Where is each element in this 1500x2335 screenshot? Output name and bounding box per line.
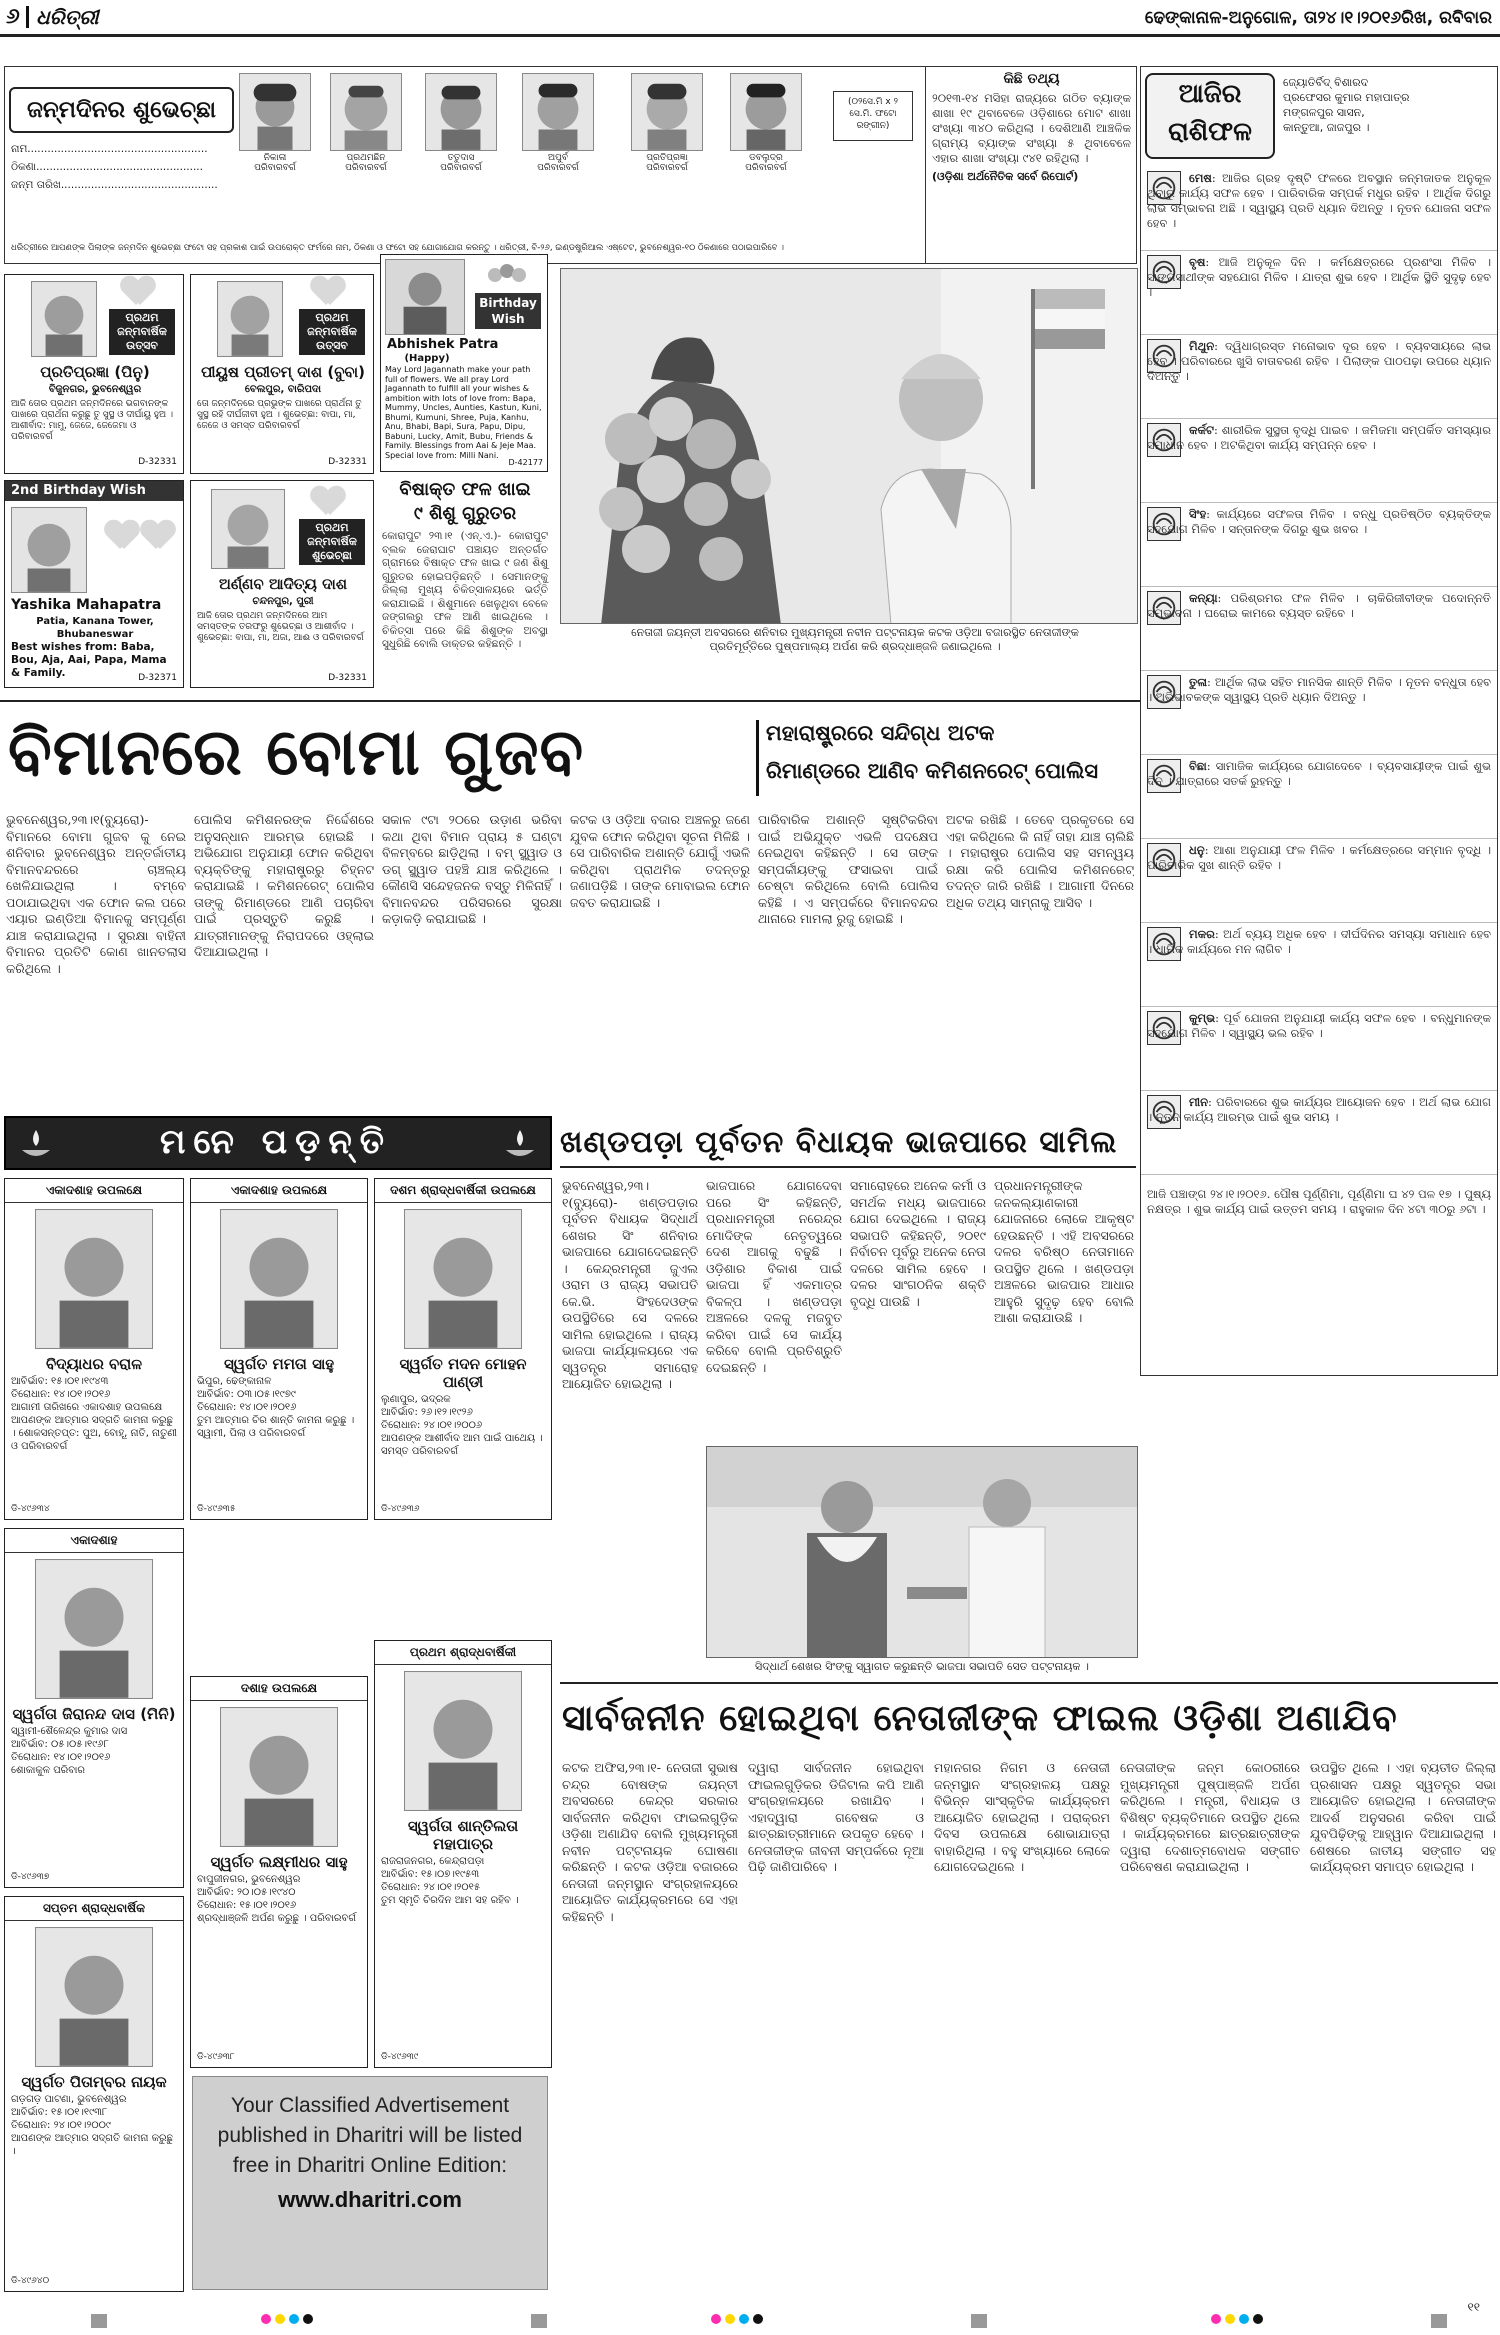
child-photo-5 [631,73,703,163]
birthday-place: ବେଲପୁର, ବାରିପଦା [244,384,322,395]
rashi-sign-body: ଆର୍ଥିକ ଲାଭ ସହିତ ମାନସିକ ଶାନ୍ତି ମିଳିବ । ନୂତନ ବନ୍ଧୁତା ହେବ । ଅଭିଭାବକଙ୍କ ସ୍ୱାସ୍ଥ୍ୟ ପ୍ରତି ଧ୍ୟାନ ଦିଅନ୍ତୁ । [1147,675,1491,704]
child-photo-image [730,73,802,151]
rashi-sign-5 [1141,503,1497,587]
bjp-col-4: ପ୍ରଧାନମନ୍ତ୍ରୀଙ୍କ ଜନକଲ୍ୟାଣକାରୀ ଯୋଜନାରେ ଲୋକେ ଆକୃଷ୍ଟ ହେଉଛନ୍ତି । ଏହି ଅବସରରେ ଦଳର ବରିଷ୍ଠ ନେତାମାନେ ଉପସ୍ଥିତ ଥିଲେ । ଖଣ୍ଡପଡ଼ା ଅଞ୍ଚଳରେ ଭାଜପାର ଆଧାର ଆହୁରି ସୁଦୃଢ଼ ହେବ ବୋଲି ଆଶା କରାଯାଉଛି । [994,1178,1134,1325]
heart-icon [105,521,139,551]
rashi-sign-body: ଆଶା ଅନୁଯାୟୀ ଫଳ ମିଳିବ । କର୍ମକ୍ଷେତ୍ରରେ ସମ୍ମାନ ବୃଦ୍ଧି । ପାରିବାରିକ ସୁଖ ଶାନ୍ତି ରହିବ । [1147,843,1491,872]
yashika-name: Yashika Mahapatra [11,597,162,613]
rashi-sign-body: ଆଜି ଅନୁକୂଳ ଦିନ । କର୍ମକ୍ଷେତ୍ରରେ ପ୍ରଶଂସା ମିଳିବ । ସାଙ୍ଗସାଥୀଙ୍କ ସହଯୋଗ ମିଳିବ । ଯାତ୍ରା ଶୁଭ ହେବ । ଆର୍ଥିକ ସ୍ଥିତି ସୁଦୃଢ଼ ହେବ । [1147,255,1491,299]
birthday-badge: ପ୍ରଥମ ଜନ୍ମବାର୍ଷିକ ଉତ୍ସବ [109,309,175,355]
obituary-ad [4,1528,184,1888]
obituary-occasion: ଏକାଦଶାହ ଉପଲକ୍ଷେ [191,1179,367,1203]
rashi-sign-name: କନ୍ୟା [1189,591,1218,605]
obituary-occasion: ଏକାଦଶାହ ଉପଲକ୍ଷେ [5,1179,183,1203]
child-photo-image [239,73,311,151]
bjp-headline: ଖଣ୍ଡପଡ଼ା ପୂର୍ବତନ ବିଧାୟକ ଭାଜପାରେ ସାମିଲ [560,1120,1136,1168]
main-story-col-6: ଅଟକ ରଖିଛି । ତେବେ ପ୍ରକୃତରେ ସେ ଏହା କରିଥିଲେ କି ନାହିଁ ତାହା ଯାଞ୍ଚ ଚାଲିଛି । ମହାରାଷ୍ଟ୍ର ପୋଲିସ ସହ ସମନ୍ୱୟ ରକ୍ଷା କରି ପୋଲିସ କମିଶନରେଟ୍ ତଦନ୍ତ ଜାରି ରଖିଛି । ଆଗାମୀ ଦିନରେ ଅଧିକ ତଥ୍ୟ ସାମ୍ନାକୁ ଆସିବ । [946,812,1134,910]
page-footer [0,2300,1500,2335]
child-photo-6 [730,73,802,163]
header-dateline: ଢେଙ୍କାନାଳ-ଅନୁଗୋଳ, ତା୨୪।୧।୨୦୧୬ରିଖ, ରବିବାର [1144,8,1492,28]
heart-icon [311,487,345,517]
headline-divider [756,720,759,796]
rashi-sign-text: କନ୍ୟା: ପରିଶ୍ରମର ଫଳ ମିଳିବ । ଚାକିରିଜୀବୀଙ୍କ ପଦୋନ୍ନତି ସମ୍ଭାବନା । ଘରୋଇ କାମରେ ବ୍ୟସ୍ତ ରହିବେ । [1147,591,1491,620]
facts-source: (ଓଡ଼ିଶା ଅର୍ଥନୈତିକ ସର୍ବେ ରିପୋର୍ଟ) [932,170,1079,183]
main-subhead: ମହାରାଷ୍ଟ୍ରରେ ସନ୍ଦିଗ୍ଧ ଅଟକ ରିମାଣ୍ଡରେ ଆଣିବ କମିଶନରେଟ୍ ପୋଲିସ [766,721,1099,783]
child-photo-image [330,73,402,151]
obituary-name: ସ୍ୱର୍ଗତା ଜିରାନନ୍ଦ ଦାସ (ମିନି) [12,1705,176,1723]
abhishek-ad [380,254,548,472]
rashi-sign-name: ମକର [1189,927,1215,941]
rashiphala-signs [1141,167,1497,1177]
obituary-occasion: ପ୍ରଥମ ଶ୍ରାଦ୍ଧବାର୍ଷିକୀ [375,1641,551,1665]
rashi-sign-body: ଅର୍ଥ ବ୍ୟୟ ଅଧିକ ହେବ । ଦୀର୍ଘଦିନର ସମସ୍ୟା ସମାଧାନ ହେବ । ଧାର୍ମିକ କାର୍ଯ୍ୟରେ ମନ ଲାଗିବ । [1147,927,1491,956]
child-photo-image [631,73,703,151]
rashi-sign-text: ମେଷ: ଆଜିର ଗ୍ରହ ଦୃଷ୍ଟି ଫଳରେ ଅବସ୍ଥାନ ଜନ୍ମଜାତକ ଅନୁକୂଳ ଥିବାରୁ କାର୍ଯ୍ୟ ସଫଳ ହେବ । ପାରିବାରିକ ସମ୍ପର୍କ ମଧୁର ରହିବ । ଆର୍ଥିକ ଦିଗରୁ ଲାଭ ସମ୍ଭାବନା ଅଛି । ସ୍ୱାସ୍ଥ୍ୟ ପ୍ରତି ଧ୍ୟାନ ଦିଅନ୍ତୁ । ନୂତନ ଯୋଜନା ସଫଳ ହେବ । [1147,171,1491,230]
birthday-text: ତୋ ଜନ୍ମଦିନରେ ପ୍ରଭୁଙ୍କ ପାଖରେ ପ୍ରାର୍ଥନା ତୁ ସୁସ୍ଥ ରହି ଦୀର୍ଘଜୀବୀ ହୁଅ । ଶୁଭେଚ୍ଛା: ବାପା, ମା, ଜେଜେ ଓ ସମସ୍ତ ପରିବାରବର୍ଗ [197,399,362,431]
facts-text: ୨୦୧୩-୧୪ ମସିହା ରାଜ୍ୟରେ ଗଠିତ ବ୍ୟାଙ୍କ ଶାଖା ୧୯ ଥିବାବେଳେ ଓଡ଼ିଶାରେ ମୋଟ ଶାଖା ସଂଖ୍ୟା ୩୪୦ କରିଥିଲା । ଦେଶିଆଣି ଆଞ୍ଚଳିକ ଗ୍ରାମ୍ୟ ବ୍ୟାଙ୍କ ସଂଖ୍ୟା ୫ ଥିବାବେଳେ ଏହାର ଶାଖା ସଂଖ୍ୟା ୯୪୧ ରହିଥିଲା । [932,91,1131,165]
birthday-ad-3 [190,480,374,688]
rashiphala-astrologer: ଜ୍ୟୋତିର୍ବିଦ୍ ବିଶାରଦ ପ୍ରଫେସର କୁମାର ମହାପାତ୍ର ମଙ୍ଗଳପୁର ସାସନ, କାନ୍ତୁଆ, ଜାଜପୁର । [1283,76,1410,134]
cm-netaji-caption: ନେତାଜୀ ଜୟନ୍ତୀ ଅବସରରେ ଶନିବାର ମୁଖ୍ୟମନ୍ତ୍ରୀ ନବୀନ ପଟ୍ଟନାୟକ କଟକ ଓଡ଼ିଆ ବଜାରସ୍ଥିତ ନେତାଜୀଙ୍କ ପ୍ରତିମୂର୍ତ୍ତିରେ ପୁଷ୍ପମାଲ୍ୟ ଅର୍ପଣ କରି ଶ୍ରଦ୍ଧାଞ୍ଜଳି ଜଣାଇଥିଲେ । [631,626,1079,653]
birthday-place: ଚନ୍ଦନପୁର, ପୁରୀ [252,596,314,607]
poison-text: କୋରାପୁଟ ୨୩।୧ (ଏନ୍.ଏ.)- କୋରାପୁଟ ବ୍ଲକ ଜେରାଘାଟ ପଞ୍ଚାୟତ ଅନ୍ତର୍ଗତ ଗ୍ରାମରେ ବିଷାକ୍ତ ଫଳ ଖାଇ ୯ ଜଣ ଶିଶୁ ଗୁରୁତର ହୋଇପଡ଼ିଛନ୍ତି । ସେମାନଙ୍କୁ ଜିଲ୍ଲା ମୁଖ୍ୟ ଚିକିତ୍ସାଳୟରେ ଭର୍ତ୍ତି କରାଯାଇଛି । ଶିଶୁମାନେ ଖେଳୁଥିବା ବେଳେ ଜଙ୍ଗଲରୁ ଫଳ ଆଣି ଖାଇଥିଲେ । ଚିକିତ୍ସା ପରେ କିଛି ଶିଶୁଙ୍କ ଅବସ୍ଥା ସୁଧୁରିଛି ବୋଲି ଡାକ୍ତର କହିଛନ୍ତି । [382,530,548,650]
netaji-col-5: ଉପସ୍ଥିତ ଥିଲେ । ଏହା ବ୍ୟତୀତ ଜିଲ୍ଲା ପ୍ରଶାସନ ପକ୍ଷରୁ ସ୍ୱତନ୍ତ୍ର ସଭା ଆୟୋଜିତ ହୋଇଥିଲା । ନେତାଜୀଙ୍କ ଆଦର୍ଶ ଅନୁସରଣ କରିବା ପାଇଁ ଯୁବପିଢ଼ିଙ୍କୁ ଆହ୍ୱାନ ଦିଆଯାଇଥିଲା । ଶେଷରେ ଜାତୀୟ ସଙ୍ଗୀତ ସହ କାର୍ଯ୍ୟକ୍ରମ ସମାପ୍ତ ହୋଇଥିଲା । [1310,1760,1496,1874]
birthday-ad-2 [190,274,374,474]
mone-padanti-title: ମନେ ପଡ଼ନ୍ତି [159,1122,393,1162]
rashi-sign-11 [1141,1007,1497,1091]
photo-size-note: (୦୨ସେ.ମି x ୨ ସେ.ମି. ଫଟୋ ରଙ୍ଗୀନ) [833,91,913,141]
obituary-name: ସ୍ୱର୍ଗତ ମଦନ ମୋହନ ପାଣ୍ଡୀ [399,1355,527,1391]
ad-code: ଡି-୪୯୬୩୪ [11,1504,50,1514]
rashi-sign-name: ସିଂହ [1189,507,1207,521]
birthday-banner-footnote: ଧରିତ୍ରୀରେ ଆପଣଙ୍କ ପିଲାଙ୍କ ଜନ୍ମଦିନ ଶୁଭେଚ୍ଛା ଫଟୋ ସହ ପ୍ରକାଶ ପାଇଁ ଉପରୋକ୍ତ ଫର୍ମରେ ନାମ, ଠିକଣା ଓ ଫଟୋ ସହ ଯୋଗାଯୋଗ କରନ୍ତୁ । ଧରିତ୍ରୀ, ବି-୨୬, ଇଣ୍ଡଷ୍ଟ୍ରିଆଲ ଏଷ୍ଟେଟ, ଭୁବନେଶ୍ୱର-୧୦ ଠିକଣାରେ ପଠାଇପାରିବେ । [11,243,785,253]
birthday-banner-title-text: ଜନ୍ମଦିନର ଶୁଭେଚ୍ଛା [27,97,216,123]
panjika-text: ଆଜି ପଞ୍ଚାଙ୍ଗ ୨୪।୧।୨୦୧୬. ପୌଷ ପୂର୍ଣ୍ଣିମା, ପୂର୍ଣ୍ଣିମା ଘ ୪୨ ପଳ ୧୭ । ପୁଷ୍ୟ ନକ୍ଷତ୍ର । ଶୁଭ କାର୍ଯ୍ୟ ପାଇଁ ଉତ୍ତମ ସମୟ । ରାହୁକାଳ ଦିନ ୪ଟା ୩୦ରୁ ୬ଟା । [1147,1187,1491,1216]
poison-story [382,478,548,690]
obituary-photo [220,1209,338,1349]
page-number: ୬ [6,4,20,29]
header-rule [0,34,1500,37]
yashika-title: 2nd Birthday Wish [5,481,184,501]
rashi-sign-body: ସାମାଜିକ କାର୍ଯ୍ୟରେ ଯୋଗଦେବେ । ବ୍ୟବସାୟୀଙ୍କ ପାଇଁ ଶୁଭ ଦିନ । ଯାତ୍ରାରେ ସତର୍କ ରୁହନ୍ତୁ । [1147,759,1491,788]
obituary-text: ରାଜରାଜନଗର, କେନ୍ଦ୍ରାପଡ଼ା ଆବିର୍ଭାବ: ୧୫।୦୭।୧୯୫୩ ତିରୋଧାନ: ୨୪।୦୧।୨୦୧୫ ତୁମ ସ୍ମୃତି ଚିରଦିନ ଆମ ସହ ରହିବ । [381,1856,519,1906]
abhishek-photo [385,259,465,335]
rashi-sign-body: ପୂର୍ବ ଯୋଜନା ଅନୁଯାୟୀ କାର୍ଯ୍ୟ ସଫଳ ହେବ । ବନ୍ଧୁମାନଙ୍କ ସହଯୋଗ ମିଳିବ । ସ୍ୱାସ୍ଥ୍ୟ ଭଲ ରହିବ । [1147,1011,1491,1040]
birthday-wish-badge: Birthday Wish [475,293,541,329]
heart-icon [141,521,175,551]
rashi-sign-name: ଧନୁ [1189,843,1205,857]
page-header [0,0,1500,34]
baby-photo [211,489,285,569]
rashi-sign-4 [1141,419,1497,503]
rashi-sign-9 [1141,839,1497,923]
rashi-sign-text: କର୍କଟ: ଶାରୀରିକ ସୁସ୍ଥତା ବୃଦ୍ଧି ପାଇବ । ଜମିଜମା ସମ୍ପର୍କିତ ସମସ୍ୟାର ସମାଧାନ ହେବ । ଅଟକିଥିବା କାର୍ଯ୍ୟ ସମ୍ପନ୍ନ ହେବ । [1147,423,1491,452]
obituary-text: ସ୍ୱାମୀ-ଶୈଳେନ୍ଦ୍ର କୁମାର ଦାସ ଆବିର୍ଭାବ: ୦୫।୦୫।୧୯୬୮ ତିରୋଧାନ: ୧୪।୦୧।୨୦୧୬ ଶୋକାକୁଳ ପରିବାର [11,1726,128,1776]
rashiphala-section [1140,66,1498,1376]
obituary-ad [374,1640,552,2068]
flower-icon [485,261,529,289]
rashi-sign-name: ମିଥୁନ [1189,339,1215,353]
lamp-icon [502,1126,538,1162]
bjp-col-2: ଭାଜପାରେ ଯୋଗଦେବା ପରେ ସିଂ କହିଛନ୍ତି, ପ୍ରଧାନମନ୍ତ୍ରୀ ନରେନ୍ଦ୍ର ମୋଦିଙ୍କ ନେତୃତ୍ୱରେ ଦେଶ ଆଗକୁ ବଢୁଛି । ଓଡ଼ିଶାର ବିକାଶ ପାଇଁ ଭାଜପା ହିଁ ଏକମାତ୍ର ବିକଳ୍ପ । ଖଣ୍ଡପଡ଼ା ଅଞ୍ଚଳରେ ଦଳକୁ ମଜବୁତ କରିବା ପାଇଁ ସେ କାର୍ଯ୍ୟ କରିବେ ବୋଲି ପ୍ରତିଶ୍ରୁତି ଦେଇଛନ୍ତି । [706,1178,842,1375]
netaji-headline: ସାର୍ବଜନୀନ ହୋଇଥିବା ନେତାଜୀଙ୍କ ଫାଇଲ ଓଡ଼ିଶା ଅଣାଯିବ [562,1698,1398,1739]
heart-icon [311,277,345,307]
lamp-icon [18,1126,54,1162]
rashi-sign-text: ମକର: ଅର୍ଥ ବ୍ୟୟ ଅଧିକ ହେବ । ଦୀର୍ଘଦିନର ସମସ୍ୟା ସମାଧାନ ହେବ । ଧାର୍ମିକ କାର୍ଯ୍ୟରେ ମନ ଲାଗିବ । [1147,927,1491,956]
birthday-banner-title [9,87,234,133]
form-dob: ଜନ୍ମ ତାରିଖ............................................... [11,179,218,191]
birthday-badge: ପ୍ରଥମ ଜନ୍ମବାର୍ଷିକ ଶୁଭେଚ୍ଛା [299,519,365,565]
birthday-text: ଆଜି ତୋର ପ୍ରଥମ ଜନ୍ମଦିନରେ ଆମ ସମସ୍ତଙ୍କ ତରଫରୁ ଶୁଭେଚ୍ଛା ଓ ଆଶୀର୍ବାଦ । ଶୁଭେଚ୍ଛା: ବାପା, ମା, ଅଜା, ଆଈ ଓ ପରିବାରବର୍ଗ [197,611,364,643]
rashi-sign-1 [1141,167,1497,251]
birthday-name: ଅର୍ଣ୍ଣବ ଆଦିତ୍ୟ ଦାଶ [218,575,347,593]
child-photo-image [522,73,594,151]
rashi-sign-7 [1141,671,1497,755]
child-caption-4: ଅପୁର୍ବ ପରିବାରବର୍ଗ [537,153,579,173]
rashi-sign-text: ମୀନ: ପରିବାରରେ ଶୁଭ କାର୍ଯ୍ୟର ଆୟୋଜନ ହେବ । ଅର୍ଥ ଲାଭ ଯୋଗ । ନୂତନ କାର୍ଯ୍ୟ ଆରମ୍ଭ ପାଇଁ ଶୁଭ ସମୟ । [1147,1095,1491,1124]
birthday-name: ପୀୟୁଷ ପ୍ରୀତମ୍ ଦାଶ (ବୁବା) [201,363,365,381]
obituary-name: ସ୍ୱର୍ଗତ ଲକ୍ଷ୍ମୀଧର ସାହୁ [210,1853,348,1871]
baby-photo [217,281,283,357]
rashi-sign-8 [1141,755,1497,839]
obituary-occasion: ଦଶାହ ଉପଲକ୍ଷେ [191,1677,367,1701]
child-photo-2 [330,73,402,163]
rashi-sign-body: କାର୍ଯ୍ୟରେ ସଫଳତା ମିଳିବ । ବନ୍ଧୁ ପ୍ରତିଷ୍ଠିତ ବ୍ୟକ୍ତିଙ୍କ ସହଯୋଗ ମିଳିବ । ସନ୍ତାନଙ୍କ ଦିଗରୁ ଶୁଭ ଖବର । [1147,507,1491,536]
rashi-sign-name: କର୍କଟ [1189,423,1214,437]
main-story-col-4: କଟକ ଓ ଓଡ଼ିଆ ବଜାର ଅଞ୍ଚଳରୁ ଜଣେ ଯୁବକ ଫୋନ କରିଥିବା ସୂଚନା ମିଳିଛି । ସେ ପାରିବାରିକ ଅଶାନ୍ତି ଯୋଗୁଁ ଏଭଳି କରିଥିବା ପ୍ରାଥମିକ ତଦନ୍ତରୁ ଜଣାପଡ଼ିଛି । ତାଙ୍କ ମୋବାଇଲ ଫୋନ ଜବତ କରାଯାଇଛି । [570,812,750,910]
birthday-text: ଆଜି ତୋର ପ୍ରଥମ ଜନ୍ମଦିନରେ ଭଗବାନଙ୍କ ପାଖରେ ପ୍ରାର୍ଥନା କରୁଛୁ ତୁ ସୁସ୍ଥ ଓ ଦୀର୍ଘାୟୁ ହୁଅ । ଆଶୀର୍ବାଦ: ମାମୁ, ଜେଜେ, ଜେଜେମା ଓ ପରିବାରବର୍ଗ [11,399,173,442]
obituary-name: ସ୍ୱର୍ଗତା ଶାନ୍ତିଲତା ମହାପାତ୍ର [407,1817,519,1853]
form-name: ନାମ...................................................... [11,143,208,155]
obituary-occasion: ସପ୍ତମ ଶ୍ରାଦ୍ଧବାର୍ଷିକ [5,1897,183,1921]
obituary-photo [404,1671,522,1811]
heart-icon [121,277,155,307]
rashi-sign-text: ସିଂହ: କାର୍ଯ୍ୟରେ ସଫଳତା ମିଳିବ । ବନ୍ଧୁ ପ୍ରତିଷ୍ଠିତ ବ୍ୟକ୍ତିଙ୍କ ସହଯୋଗ ମିଳିବ । ସନ୍ତାନଙ୍କ ଦିଗରୁ ଶୁଭ ଖବର । [1147,507,1491,536]
rashiphala-title-text: ଆଜିର ରାଶିଫଳ [1168,79,1252,147]
obituary-text: ଲୁଣାପୁର, ଭଦ୍ରକ ଆବିର୍ଭାବ: ୨୬।୧୨।୧୯୨୬ ତିରୋଧାନ: ୨୪।୦୧।୨୦୦୬ ଆପଣଙ୍କ ଆଶୀର୍ବାଦ ଆମ ପାଇଁ ପାଥେୟ । ସମସ୍ତ ପରିବାରବର୍ଗ [381,1394,543,1457]
main-story-col-5: ପାରିବାରିକ ଅଶାନ୍ତି ସୃଷ୍ଟିକରିବା ପାଇଁ ଅଭିଯୁକ୍ତ ଏଭଳି ପଦକ୍ଷେପ ନେଇଥିବା କହିଛନ୍ତି । ସେ ତାଙ୍କ ସମ୍ପର୍କୀୟଙ୍କୁ ଫସାଇବା ପାଇଁ ଚେଷ୍ଟା କରିଥିଲେ ବୋଲି ପୋଲିସ କହିଛି । ଏ ସମ୍ପର୍କରେ ବିମାନବନ୍ଦର ଥାନାରେ ମାମଲା ରୁଜୁ ହୋଇଛି । [758,812,938,926]
abhishek-name: Abhishek Patra [387,337,499,352]
footer-page-number: ୧୧ [1467,2300,1480,2314]
cm-netaji-image [561,269,1138,624]
obituary-ad [190,1178,368,1520]
obituary-text: ବାପୁଜୀନଗର, ଭୁବନେଶ୍ୱର ଆବିର୍ଭାବ: ୨୦।୦୫।୧୯୪୦ ତିରୋଧାନ: ୧୫।୦୧।୨୦୧୬ ଶ୍ରଦ୍ଧାଞ୍ଜଳି ଅର୍ପଣ କରୁଛୁ । ପରିବାରବର୍ଗ [197,1874,357,1924]
ad-code: ଡି-୪୯୬୩୯ [381,2052,419,2062]
ad-code: D-32371 [138,673,177,683]
netaji-col-4: ନେତାଜୀଙ୍କ ଜନ୍ମ କୋଠରୀରେ ମୁଖ୍ୟମନ୍ତ୍ରୀ ପୁଷ୍ପାଞ୍ଜଳି ଅର୍ପଣ କରିଥିଲେ । ମନ୍ତ୍ରୀ, ବିଧାୟକ ଓ ବିଶିଷ୍ଟ ବ୍ୟକ୍ତିମାନେ ଉପସ୍ଥିତ ଥିଲେ । କାର୍ଯ୍ୟକ୍ରମରେ ଛାତ୍ରଛାତ୍ରୀଙ୍କ ଦ୍ୱାରା ଦେଶାତ୍ମବୋଧକ ସଙ୍ଗୀତ ପରିବେଷଣ କରାଯାଇଥିଲା । [1120,1760,1300,1874]
obituary-ad [190,1676,368,2068]
header-divider [26,6,29,28]
child-caption-5: ପ୍ରତିପ୍ରଜ୍ଞା ପରିବାରବର୍ଗ [646,153,688,173]
ad-code: ଡି-୪୯୬୩୭ [11,1872,50,1882]
rashi-sign-name: ବୃଷ [1189,255,1206,269]
bjp-photo-caption: ସିଦ୍ଧାର୍ଥ ଶେଖର ସିଂଙ୍କୁ ସ୍ୱାଗତ କରୁଛନ୍ତି ଭାଜପା ସଭାପତି ସେତ ପଟ୍ଟନାୟକ । [755,1660,1089,1673]
main-story-col-1: ଭୁବନେଶ୍ୱର,୨୩।୧(ବ୍ୟୁରୋ)- ବିମାନରେ ବୋମା ଗୁଜବ କୁ ନେଇ ଶନିବାର ଭୁବନେଶ୍ୱର ଅନ୍ତର୍ଜାତୀୟ ବିମାନବନ୍ଦରରେ ଚାଞ୍ଚଲ୍ୟ ଖେଳିଯାଇଥିଲା । ବମ୍ବେ ପଠାଯାଇଥିବା ଏକ ଫୋନ କଲ ପରେ ଏୟାର ଇଣ୍ଡିଆ ବିମାନକୁ ସମ୍ପୂର୍ଣ୍ଣ ଯାଞ୍ଚ କରାଯାଇଥିଲା । ସୁରକ୍ଷା ବାହିନୀ ବିମାନର ପ୍ରତିଟି କୋଣ ଖାନତଲାସ କରିଥିଲେ । [6,812,186,976]
rashi-sign-10 [1141,923,1497,1007]
bjp-photo-image [707,1447,1138,1658]
baby-photo [31,281,97,357]
birthday-name: ପ୍ରତିପ୍ରଜ୍ଞା (ପିନୁ) [40,363,150,381]
ad-code: D-42177 [508,458,543,467]
rashi-sign-2 [1141,251,1497,335]
netaji-top-rule [560,1682,1498,1684]
abhishek-nick: (Happy) [404,353,450,364]
obituary-occasion: ଏକାଦଶାହ [5,1529,183,1553]
obituary-text: ଗଡ଼ଗଡ଼ ପାଟଣା, ଭୁବନେଶ୍ୱର ଆବିର୍ଭାବ: ୧୫।୦୧।୧୯୩୮ ତିରୋଧାନ: ୨୪।୦୧।୨୦୦୯ ଆପଣଙ୍କ ଆତ୍ମାର ସଦ୍ଗତି କାମନା କରୁଛୁ । [11,2094,173,2157]
ad-code: D-32331 [138,457,177,467]
main-story-top-rule [0,700,1140,702]
obituary-photo [220,1707,338,1847]
rashi-sign-name: ତୁଳା [1189,675,1207,689]
birthday-banner [4,66,1137,264]
rashi-sign-name: ମେଷ [1189,171,1212,185]
obituary-photo [35,1927,153,2067]
rashi-sign-body: ଆଜିର ଗ୍ରହ ଦୃଷ୍ଟି ଫଳରେ ଅବସ୍ଥାନ ଜନ୍ମଜାତକ ଅନୁକୂଳ ଥିବାରୁ କାର୍ଯ୍ୟ ସଫଳ ହେବ । ପାରିବାରିକ ସମ୍ପର୍କ ମଧୁର ରହିବ । ଆର୍ଥିକ ଦିଗରୁ ଲାଭ ସମ୍ଭାବନା ଅଛି । ସ୍ୱାସ୍ଥ୍ୟ ପ୍ରତି ଧ୍ୟାନ ଦିଅନ୍ତୁ । ନୂତନ ଯୋଜନା ସଫଳ ହେବ । [1147,171,1491,230]
rashi-sign-text: ବୃଷ: ଆଜି ଅନୁକୂଳ ଦିନ । କର୍ମକ୍ଷେତ୍ରରେ ପ୍ରଶଂସା ମିଳିବ । ସାଙ୍ଗସାଥୀଙ୍କ ସହଯୋଗ ମିଳିବ । ଯାତ୍ରା ଶୁଭ ହେବ । ଆର୍ଥିକ ସ୍ଥିତି ସୁଦୃଢ଼ ହେବ । [1147,255,1491,299]
obituary-ad [4,1178,184,1520]
child-photo-image [425,73,497,151]
classified-promo [192,2076,548,2290]
bjp-photo [706,1446,1138,1658]
obituary-photo [404,1209,522,1349]
cm-netaji-photo [560,268,1138,624]
obituary-name: ସ୍ୱର୍ଗତ ପିତାମ୍ବର ନାୟକ [21,2073,167,2091]
mone-padanti-section [4,1116,552,2296]
bjp-col-3: ସମାରୋହରେ ଅନେକ କର୍ମୀ ଓ ସମର୍ଥକ ମଧ୍ୟ ଭାଜପାରେ ଯୋଗ ଦେଇଥିଲେ । ରାଜ୍ୟ ସଭାପତି କହିଛନ୍ତି, ୨୦୧୯ ନିର୍ବାଚନ ପୂର୍ବରୁ ଅନେକ ନେତା ଦଳରେ ସାମିଲ ହେବେ । ଦଳର ସାଂଗଠନିକ ଶକ୍ତି ବୃଦ୍ଧି ପାଉଛି । [850,1178,986,1309]
child-photo-1 [239,73,311,163]
netaji-col-1: କଟକ ଅଫିସ,୨୩।୧- ନେତାଜୀ ସୁଭାଷ ଚନ୍ଦ୍ର ବୋଷଙ୍କ ଜୟନ୍ତୀ ଅବସରରେ କେନ୍ଦ୍ର ସରକାର ସାର୍ବଜନୀନ କରିଥିବା ଫାଇଲଗୁଡ଼ିକ ଓଡ଼ିଶା ଅଣାଯିବ ବୋଲି ମୁଖ୍ୟମନ୍ତ୍ରୀ ନବୀନ ପଟ୍ଟନାୟକ ଘୋଷଣା କରିଛନ୍ତି । କଟକ ଓଡ଼ିଆ ବଜାରରେ ନେତାଜୀ ଜନ୍ମସ୍ଥାନ ସଂଗ୍ରହାଳୟରେ ଆୟୋଜିତ କାର୍ଯ୍ୟକ୍ରମରେ ସେ ଏହା କହିଛନ୍ତି । [562,1760,738,1924]
main-story-col-3: ସକାଳ ୯ଟା ୨୦ରେ ଉଡ଼ାଣ ଭରିବା କଥା ଥିବା ବିମାନ ପ୍ରାୟ ୫ ଘଣ୍ଟା ବିଳମ୍ବରେ ଛାଡ଼ିଥିଲା । ବମ୍ ସ୍କ୍ୱାଡ ଓ ଡଗ୍ ସ୍କ୍ୱାଡ ପହଞ୍ଚି ଯାଞ୍ଚ କରିଥିଲେ । କୌଣସି ସନ୍ଦେହଜନକ ବସ୍ତୁ ମିଳିନାହିଁ । ବିମାନବନ୍ଦର ପରିସରରେ ସୁରକ୍ଷା କଡ଼ାକଡ଼ି କରାଯାଇଛି । [382,812,562,926]
child-caption-3: ତତୁଦାସ ପରିବାରବର୍ଗ [440,153,482,173]
color-registration-marks [90,2314,1450,2330]
birthday-ad-1 [4,274,184,474]
form-address: ଠିକଣା.................................................. [11,161,203,173]
rashiphala-title [1145,73,1275,159]
abhishek-text: May Lord Jagannath make your path full of flowers. We all pray Lord Jagannath to fulfill all your wishes & ambition with lots of love from: Bapa, Mummy, Uncles, Aunties, Kastun, Kuni, Bhumi, Kumuni, Shree, Puja, Kanhu, Anu, Bhabi, Bapi, Sura, Papu, Dipu, Babuni, Lucky, Amit, Bubu, Friends & Family. Blessings from Aai & Jeje Maa. Special love from: Milli Nani. [385,365,542,460]
rashi-sign-12 [1141,1091,1497,1175]
ad-code: ଡି-୪୯୬୪୦ [11,2276,50,2286]
facts-box [925,67,1137,264]
child-caption-1: ନିକାଳା ପରିବାରବର୍ଗ [254,153,296,173]
rashi-sign-text: ମିଥୁନ: ଦ୍ୱିଧାଗ୍ରସ୍ତ ମନୋଭାବ ଦୂର ହେବ । ବ୍ୟବସାୟରେ ଲାଭ ହେବ । ପରିବାରରେ ଖୁସି ବାତାବରଣ ରହିବ । ପିଲାଙ୍କ ପାଠପଢ଼ା ଉପରେ ଧ୍ୟାନ ଦିଅନ୍ତୁ । [1147,339,1491,383]
netaji-col-2: ଦ୍ୱାରା ସାର୍ବଜନୀନ ହୋଇଥିବା ଫାଇଲଗୁଡ଼ିକର ଡିଜିଟାଲ କପି ଆଣି ସଂଗ୍ରହାଳୟରେ ରଖାଯିବ । ଏହାଦ୍ୱାରା ଗବେଷକ ଓ ଛାତ୍ରଛାତ୍ରୀମାନେ ଉପକୃତ ହେବେ । ନେତାଜୀଙ୍କ ଜୀବନୀ ସମ୍ପର୍କରେ ନୂଆ ପିଢ଼ି ଜାଣିପାରିବେ । [748,1760,924,1874]
obituary-text: ଭିପୁର, ଢେଙ୍କାନାଳ ଆବିର୍ଭାବ: ୦୩।୦୫।୧୯୭୯ ତିରୋଧାନ: ୧୪।୦୧।୨୦୧୬ ତୁମ ଆତ୍ମାର ଚିର ଶାନ୍ତି କାମନା କରୁଛୁ । ସ୍ୱାମୀ, ପିଲା ଓ ପରିବାରବର୍ଗ [197,1376,355,1439]
rashi-sign-3 [1141,335,1497,419]
obituary-text: ଆବିର୍ଭାବ: ୧୫।୦୧।୧୯୪୩ ତିରୋଧାନ: ୧୪।୦୧।୨୦୧୬ ଆଗାମୀ ତାରିଖରେ ଏକାଦଶାହ ଉପଲକ୍ଷେ ଆପଣଙ୍କ ଆତ୍ମାର ସଦ୍ଗତି କାମନା କରୁଛୁ । ଶୋକସନ୍ତପ୍ତ: ପୁଅ, ବୋହୂ, ନାତି, ନାତୁଣୀ ଓ ପରିବାରବର୍ଗ [11,1376,177,1452]
rashi-sign-name: ମୀନ [1189,1095,1209,1109]
rashi-sign-body: ପରିଶ୍ରମର ଫଳ ମିଳିବ । ଚାକିରିଜୀବୀଙ୍କ ପଦୋନ୍ନତି ସମ୍ଭାବନା । ଘରୋଇ କାମରେ ବ୍ୟସ୍ତ ରହିବେ । [1147,591,1491,620]
rashi-sign-name: କୁମ୍ଭ [1189,1011,1216,1025]
main-story-col-2: ପୋଲିସ କମିଶନରଙ୍କ ନିର୍ଦ୍ଦେଶରେ ଅନୁସନ୍ଧାନ ଆରମ୍ଭ ହୋଇଛି । ଅଭିଯୋଗ ଅନୁଯାୟୀ ଫୋନ କରିଥିବା ବ୍ୟକ୍ତିଙ୍କୁ ମହାରାଷ୍ଟ୍ରରୁ ଚିହ୍ନଟ କରାଯାଇଛି । କମିଶନରେଟ୍ ପୋଲିସ ତାଙ୍କୁ ରିମାଣ୍ଡରେ ଆଣି ପଚାରିବା ପାଇଁ ପ୍ରସ୍ତୁତି କରୁଛି । ଯାତ୍ରୀମାନଙ୍କୁ ନିରାପଦରେ ଓହ୍ଲାଇ ଦିଆଯାଇଥିଲା । [194,812,374,959]
classified-promo-text: Your Classified Advertisement published in Dharitri will be listed free in Dharitri Online Edition: [217,2094,523,2177]
birthday-place: ବିଜୁନଗର, ଭୁବନେଶ୍ୱର [48,384,142,395]
ad-code: D-32331 [328,457,367,467]
main-headline: ବିମାନରେ ବୋମା ଗୁଜବ [8,716,585,790]
yashika-ad [4,480,184,688]
obituary-name: ବିଦ୍ୟାଧର ବରାଳ [45,1355,143,1373]
obituary-occasion: ଦଶମ ଶ୍ରାଦ୍ଧବାର୍ଷିକୀ ଉପଲକ୍ଷେ [375,1179,551,1203]
ad-code: ଡି-୪୯୬୩୬ [381,1504,420,1514]
poison-headline: ବିଷାକ୍ତ ଫଳ ଖାଇ ୯ ଶିଶୁ ଗୁରୁତର [399,479,531,524]
rashi-sign-body: ପରିବାରରେ ଶୁଭ କାର୍ଯ୍ୟର ଆୟୋଜନ ହେବ । ଅର୍ଥ ଲାଭ ଯୋଗ । ନୂତନ କାର୍ଯ୍ୟ ଆରମ୍ଭ ପାଇଁ ଶୁଭ ସମୟ । [1147,1095,1491,1124]
rashi-sign-body: ଶାରୀରିକ ସୁସ୍ଥତା ବୃଦ୍ଧି ପାଇବ । ଜମିଜମା ସମ୍ପର୍କିତ ସମସ୍ୟାର ସମାଧାନ ହେବ । ଅଟକିଥିବା କାର୍ଯ୍ୟ ସମ୍ପନ୍ନ ହେବ । [1147,423,1491,452]
rashi-sign-name: ବିଛା [1189,759,1207,773]
child-photo-3 [425,73,497,163]
yashika-address: Patia, Kanana Tower, Bhubaneswar [36,616,154,640]
rashi-sign-text: କୁମ୍ଭ: ପୂର୍ବ ଯୋଜନା ଅନୁଯାୟୀ କାର୍ଯ୍ୟ ସଫଳ ହେବ । ବନ୍ଧୁମାନଙ୍କ ସହଯୋଗ ମିଳିବ । ସ୍ୱାସ୍ଥ୍ୟ ଭଲ ରହିବ । [1147,1011,1491,1040]
obituary-photo [35,1559,153,1699]
ad-code: ଡି-୪୯୬୩୮ [197,2052,235,2062]
mone-padanti-title-bar [4,1116,552,1170]
facts-title: କିଛି ତଥ୍ୟ [1003,71,1060,87]
ad-code: D-32331 [328,673,367,683]
child-caption-6: ଡବଲୁଦ୍ର ପରିବାରବର୍ଗ [745,153,787,173]
ad-code: ଡି-୪୯୬୩୫ [197,1504,236,1514]
child-photo-4 [522,73,594,163]
obituary-ad [4,1896,184,2292]
yashika-photo [11,507,87,593]
child-caption-2: ପ୍ରଥମଛିନ ପରିବାରବର୍ଗ [345,153,387,173]
rashi-sign-text: ଧନୁ: ଆଶା ଅନୁଯାୟୀ ଫଳ ମିଳିବ । କର୍ମକ୍ଷେତ୍ରରେ ସମ୍ମାନ ବୃଦ୍ଧି । ପାରିବାରିକ ସୁଖ ଶାନ୍ତି ରହିବ । [1147,843,1491,872]
yashika-wishes: Best wishes from: Baba, Bou, Aja, Aai, Papa, Mama & Family. [11,641,167,679]
birthday-badge: ପ୍ରଥମ ଜନ୍ମବାର୍ଷିକ ଉତ୍ସବ [299,309,365,355]
netaji-col-3: ମହାନଗର ନିଗମ ଓ ନେତାଜୀ ଜନ୍ମସ୍ଥାନ ସଂଗ୍ରହାଳୟ ପକ୍ଷରୁ ବିଭିନ୍ନ ସାଂସ୍କୃତିକ କାର୍ଯ୍ୟକ୍ରମ ଆୟୋଜିତ ହୋଇଥିଲା । ପରାକ୍ରମ ଦିବସ ଉପଲକ୍ଷେ ଶୋଭାଯାତ୍ରା ବାହାରିଥିଲା । ବହୁ ସଂଖ୍ୟାରେ ଲୋକେ ଯୋଗଦେଇଥିଲେ । [934,1760,1110,1874]
rashi-sign-6 [1141,587,1497,671]
obituary-ad [374,1178,552,1520]
obituary-photo [35,1209,153,1349]
paper-name: ଧରିତ୍ରୀ [36,5,99,29]
rashi-sign-text: ବିଛା: ସାମାଜିକ କାର୍ଯ୍ୟରେ ଯୋଗଦେବେ । ବ୍ୟବସାୟୀଙ୍କ ପାଇଁ ଶୁଭ ଦିନ । ଯାତ୍ରାରେ ସତର୍କ ରୁହନ୍ତୁ । [1147,759,1491,788]
rashi-sign-text: ତୁଳା: ଆର୍ଥିକ ଲାଭ ସହିତ ମାନସିକ ଶାନ୍ତି ମିଳିବ । ନୂତନ ବନ୍ଧୁତା ହେବ । ଅଭିଭାବକଙ୍କ ସ୍ୱାସ୍ଥ୍ୟ ପ୍ରତି ଧ୍ୟାନ ଦିଅନ୍ତୁ । [1147,675,1491,704]
rashi-sign-body: ଦ୍ୱିଧାଗ୍ରସ୍ତ ମନୋଭାବ ଦୂର ହେବ । ବ୍ୟବସାୟରେ ଲାଭ ହେବ । ପରିବାରରେ ଖୁସି ବାତାବରଣ ରହିବ । ପିଲାଙ୍କ ପାଠପଢ଼ା ଉପରେ ଧ୍ୟାନ ଦିଅନ୍ତୁ । [1147,339,1491,383]
obituary-name: ସ୍ୱର୍ଗତ ମମତା ସାହୁ [223,1355,335,1373]
bjp-col-1: ଭୁବନେଶ୍ୱର,୨୩।୧(ବ୍ୟୁରୋ)- ଖଣ୍ଡପଡ଼ାର ପୂର୍ବତନ ବିଧାୟକ ସିଦ୍ଧାର୍ଥ ଶେଖର ସିଂ ଶନିବାର ଭାଜପାରେ ଯୋଗଦେଇଛନ୍ତି । କେନ୍ଦ୍ରମନ୍ତ୍ରୀ ଜୁଏଲ ଓରାମ ଓ ରାଜ୍ୟ ସଭାପତି କେ.ଭି. ସିଂହଦେଓଙ୍କ ଉପସ୍ଥିତିରେ ସେ ଦଳରେ ସାମିଲ ହୋଇଥିଲେ । ରାଜ୍ୟ ଭାଜପା କାର୍ଯ୍ୟାଳୟରେ ଏକ ସ୍ୱତନ୍ତ୍ର ସମାରୋହ ଆୟୋଜିତ ହୋଇଥିଲା । [562,1178,698,1391]
classified-url[interactable]: www.dharitri.com [278,2187,462,2212]
